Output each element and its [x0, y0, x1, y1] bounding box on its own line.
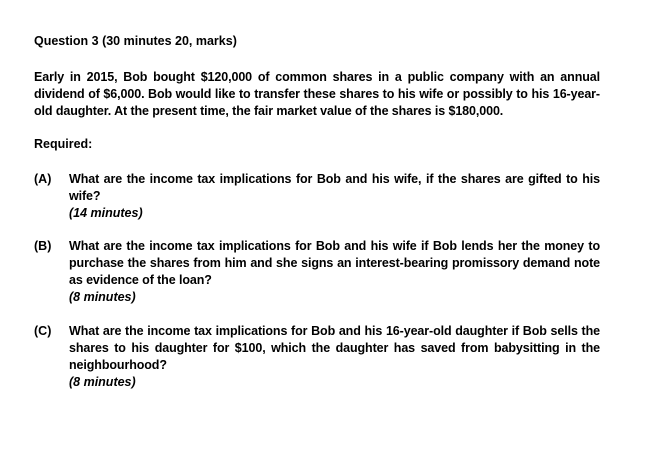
- question-part-a: [34, 171, 600, 222]
- question-title: Question 3 (30 minutes 20, marks): [34, 34, 237, 48]
- required-heading: Required:: [34, 137, 93, 151]
- part-c-time: (8 minutes): [69, 375, 136, 389]
- part-c-text: What are the income tax implications for Bob and his 16-year-old daughter if Bob sells the shares to his daughter for $100, which the daughter has saved from babysitting in the neighbourhood?: [69, 324, 600, 372]
- part-b-text: What are the income tax implications for Bob and his wife if Bob lends her the money to purchase the shares from him and she signs an interest-bearing promissory demand note as evidence of the loan?: [69, 239, 600, 287]
- part-b-label: (B): [34, 239, 52, 253]
- question-part-c: [34, 323, 600, 391]
- part-c-label: (C): [34, 324, 52, 338]
- part-b-time: (8 minutes): [69, 290, 136, 304]
- part-a-time: (14 minutes): [69, 206, 143, 220]
- part-a-text: What are the income tax implications for Bob and his wife, if the shares are gifted to his wife?: [69, 172, 600, 203]
- question-intro: Early in 2015, Bob bought $120,000 of common shares in a public company with an annual dividend of $6,000. Bob would like to transfer these shares to his wife or possibly to his 16-year-old daughter. At the present time, the fair market value of the shares is $180,000.: [34, 70, 600, 118]
- part-a-label: (A): [34, 172, 52, 186]
- question-part-b: [34, 238, 600, 306]
